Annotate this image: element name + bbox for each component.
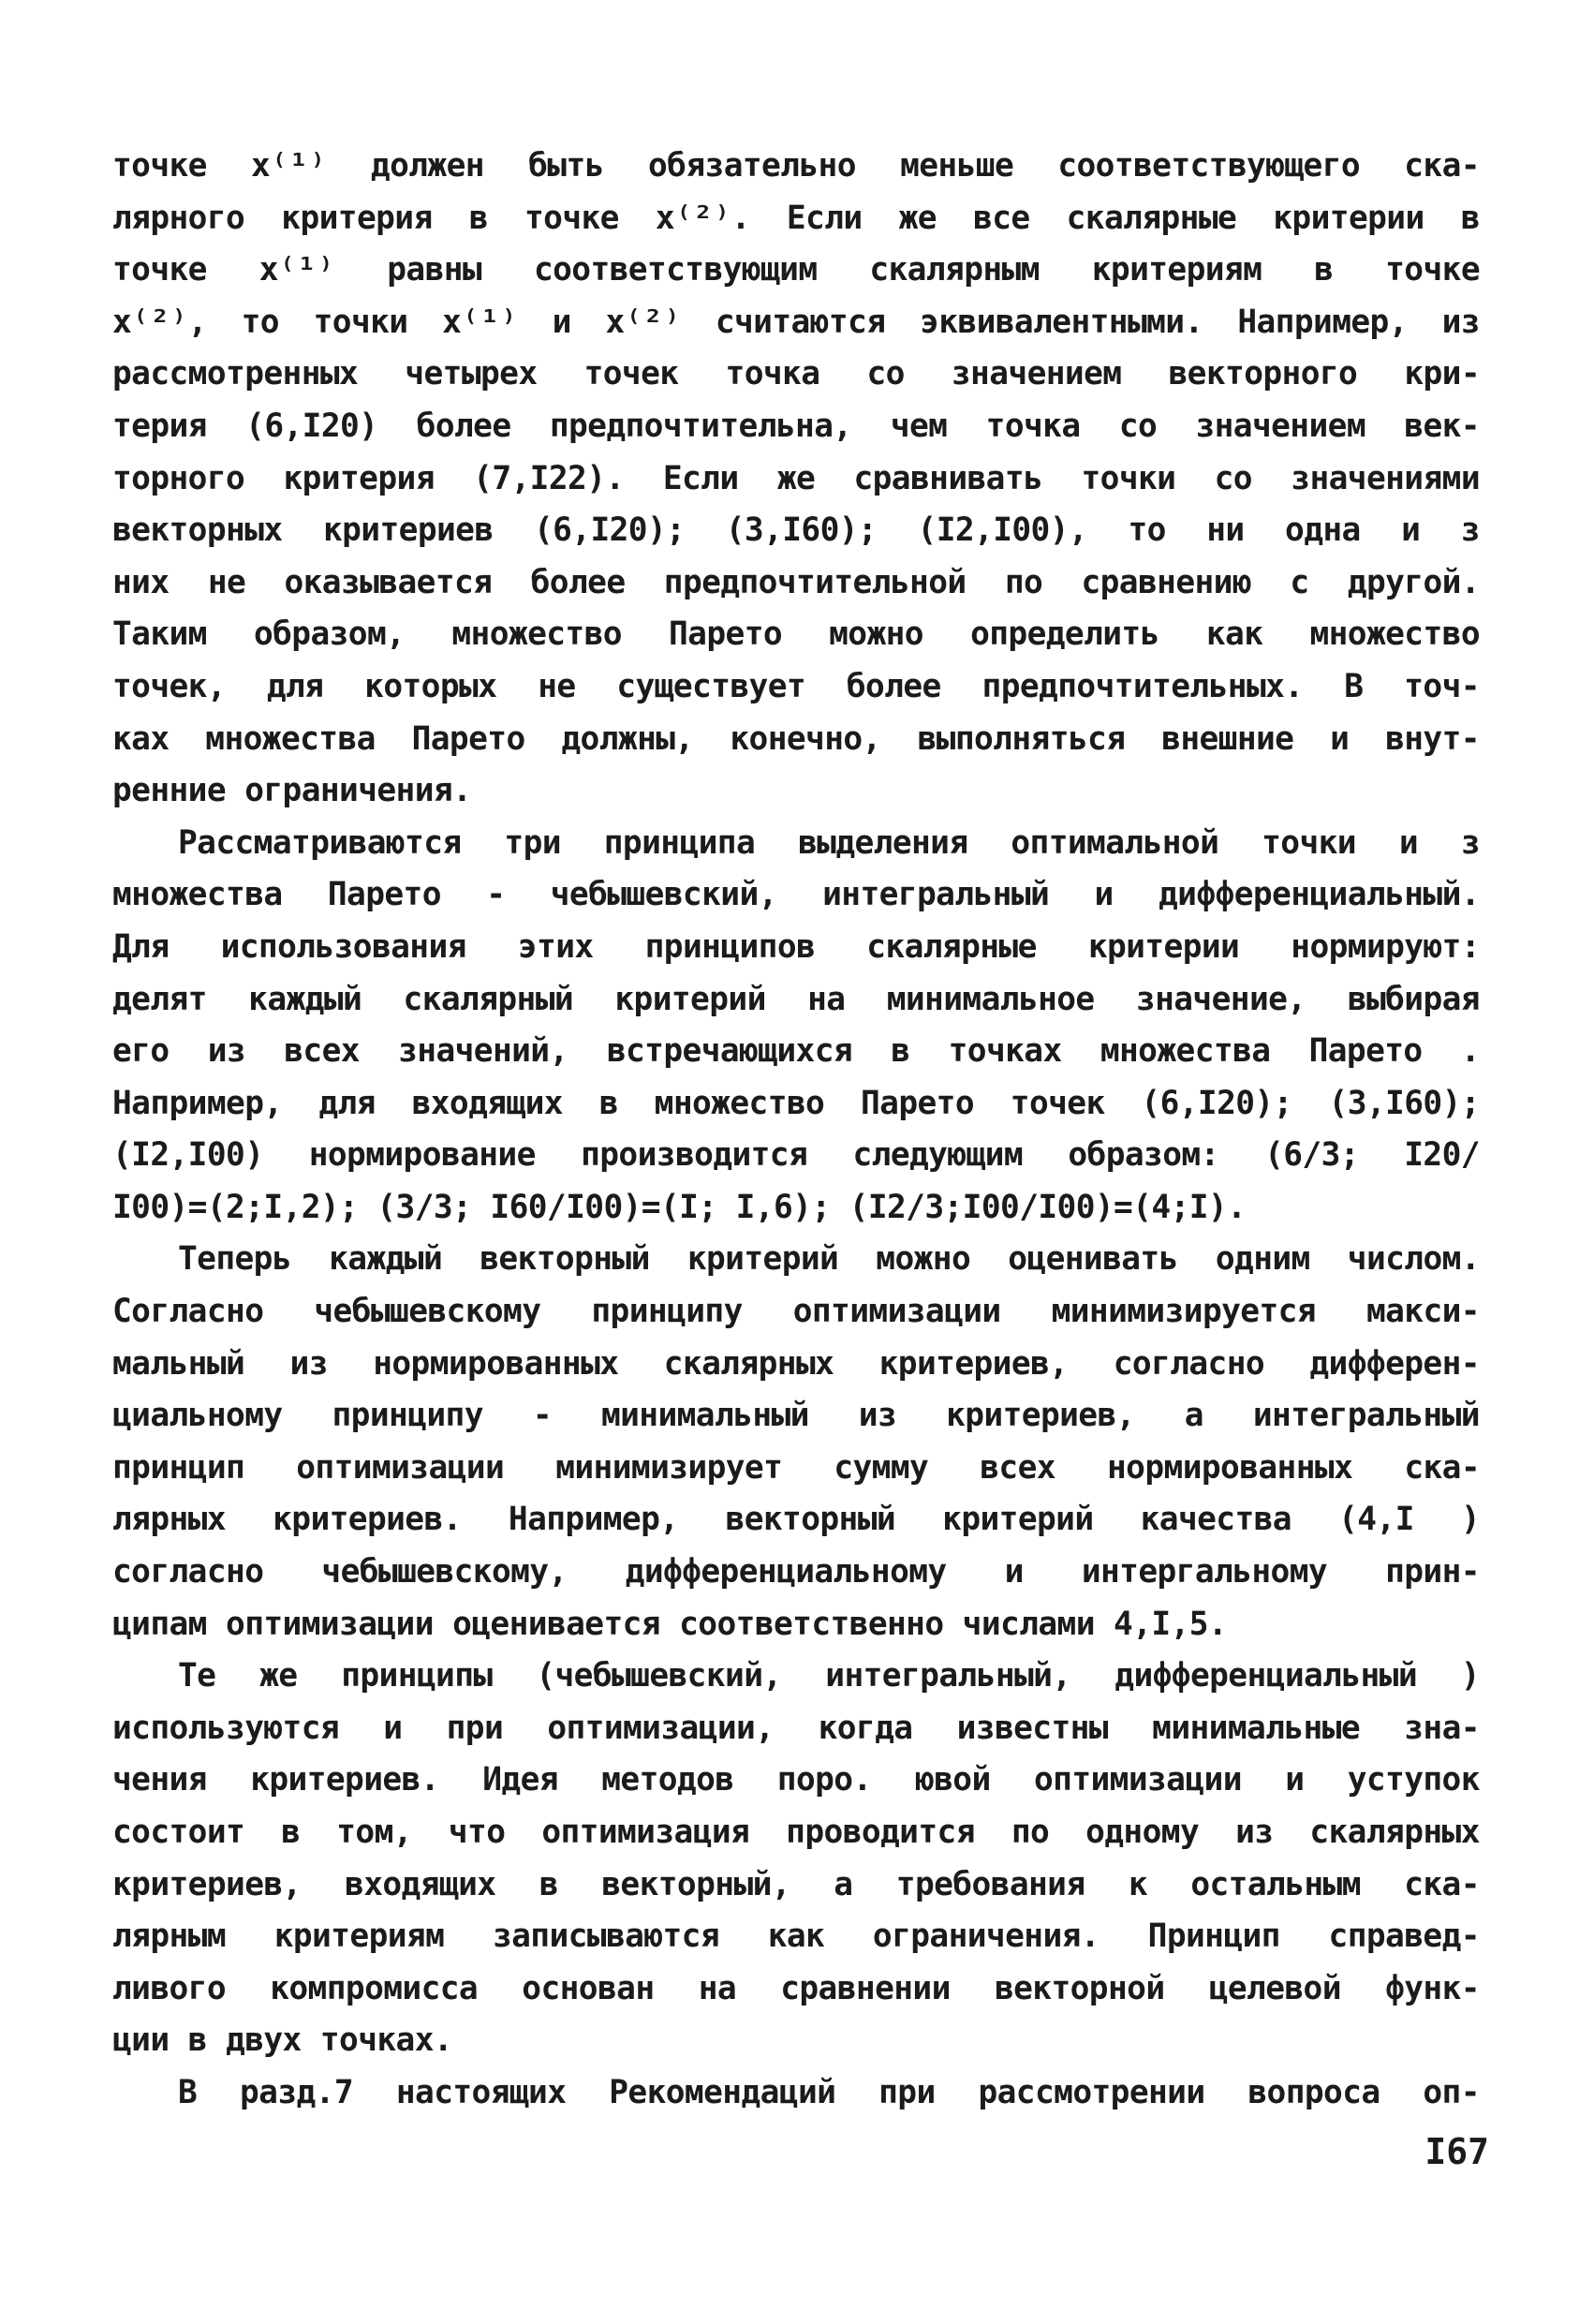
text-line: векторных критериев (6,I20); (3,I60); (I2,I00), то ни одна и з <box>112 511 1480 550</box>
text-line: ципам оптимизации оценивается соответственно числами 4,I,5. <box>112 1605 1228 1643</box>
text-line: Например, для входящих в множество Парето точек (6,I20); (3,I60); <box>112 1084 1480 1122</box>
text-line: принцип оптимизации минимизирует сумму всех нормированных ска- <box>112 1448 1480 1487</box>
text-line: Рассматриваются три принципа выделения оптимальной точки и з <box>178 823 1480 862</box>
text-line: ции в двух точках. <box>112 2021 453 2060</box>
text-line: Для использования этих принципов скалярные критерии нормируют: <box>112 927 1480 966</box>
text-line: Те же принципы (чебышевский, интегральный, дифференциальный ) <box>178 1657 1480 1695</box>
text-line: I00)=(2;I,2); (3/3; I60/I00)=(I; I,6); (I2/3;I00/I00)=(4;I). <box>112 1188 1247 1226</box>
text-line: чения критериев. Идея методов поро. ювой оптимизации и уступок <box>112 1761 1480 1799</box>
text-line: множества Парето - чебышевский, интегральный и дифференциальный. <box>112 876 1480 914</box>
text-line: x⁽²⁾, то точки x⁽¹⁾ и x⁽²⁾ считаются эквивалентными. Например, из <box>112 303 1480 341</box>
text-line: точке x⁽¹⁾ равны соответствующим скалярным критериям в точке <box>112 251 1480 289</box>
text-line: точке x⁽¹⁾ должен быть обязательно меньше соответствующего ска- <box>112 147 1480 185</box>
text-line: критериев, входящих в векторный, а требования к остальным ска- <box>112 1865 1480 1903</box>
text-line: состоит в том, что оптимизация проводится по одному из скалярных <box>112 1813 1480 1851</box>
text-line: Теперь каждый векторный критерий можно оценивать одним числом. <box>178 1240 1480 1279</box>
text-line: (I2,I00) нормирование производится следующим образом: (6/3; I20/ <box>112 1136 1480 1175</box>
text-line: них не оказывается более предпочтительной по сравнению с другой. <box>112 563 1480 601</box>
text-line: согласно чебышевскому, дифференциальному и интергальному прин- <box>112 1553 1480 1591</box>
text-line: лярного критерия в точке x⁽²⁾. Если же все скалярные критерии в <box>112 199 1480 237</box>
text-line: Таким образом, множество Парето можно определить как множество <box>112 615 1480 654</box>
text-line: лярным критериям записываются как ограничения. Принцип справед- <box>112 1917 1480 1956</box>
text-line: ренние ограничения. <box>112 772 472 810</box>
text-line: ливого компромисса основан на сравнении векторной целевой функ- <box>112 1969 1480 2007</box>
text-line: делят каждый скалярный критерий на минимальное значение, выбирая <box>112 980 1480 1018</box>
page-number: I67 <box>1424 2131 1489 2172</box>
text-line: рассмотренных четырех точек точка со значением векторного кри- <box>112 355 1480 393</box>
text-line: точек, для которых не существует более предпочтительных. В точ- <box>112 667 1480 705</box>
text-line: В разд.7 настоящих Рекомендаций при рассмотрении вопроса оп- <box>178 2073 1480 2111</box>
text-line: используются и при оптимизации, когда известны минимальные зна- <box>112 1709 1480 1747</box>
text-line: торного критерия (7,I22). Если же сравнивать точки со значениями <box>112 459 1480 497</box>
text-line: ках множества Парето должны, конечно, выполняться внешние и внут- <box>112 719 1480 758</box>
text-line: Согласно чебышевскому принципу оптимизации минимизируется макси- <box>112 1293 1480 1331</box>
text-line: лярных критериев. Например, векторный критерий качества (4,I ) <box>112 1501 1480 1539</box>
text-line: мальный из нормированных скалярных критериев, согласно дифферен- <box>112 1344 1480 1383</box>
text-line: циальному принципу - минимальный из критериев, а интегральный <box>112 1397 1480 1435</box>
text-line: его из всех значений, встречающихся в точках множества Парето . <box>112 1032 1480 1071</box>
body-text <box>112 141 1480 2120</box>
text-line: терия (6,I20) более предпочтительна, чем точка со значением век- <box>112 407 1480 445</box>
